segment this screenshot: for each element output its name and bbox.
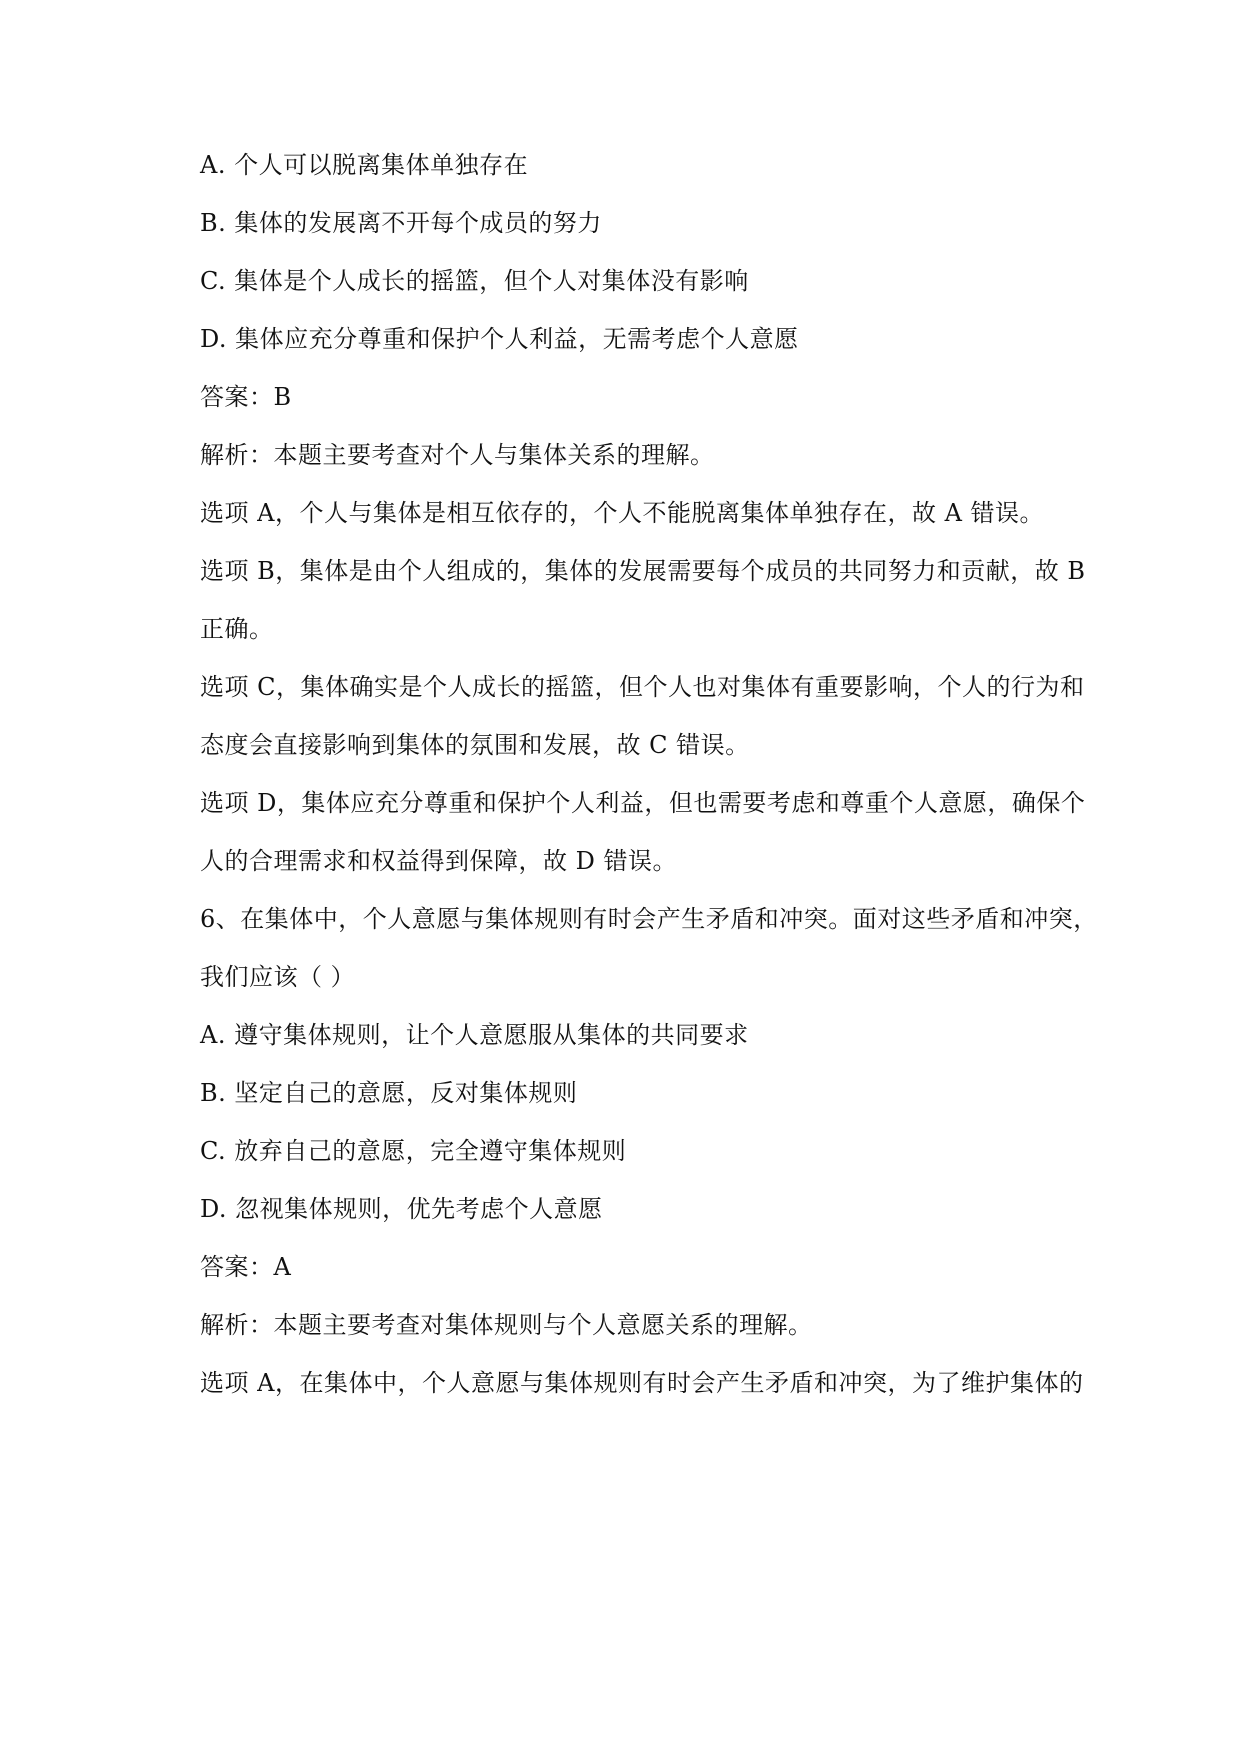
q5-analysis-option-a: 选项 A，个人与集体是相互依存的，个人不能脱离集体单独存在，故 A 错误。 (200, 499, 1045, 527)
q5-option-d: D. 集体应充分尊重和保护个人利益，无需考虑个人意愿 (200, 325, 799, 353)
q6-stem-line2: 我们应该（ ） (200, 963, 356, 991)
q5-option-b: B. 集体的发展离不开每个成员的努力 (200, 209, 602, 237)
q5-analysis-intro: 解析：本题主要考查对个人与集体关系的理解。 (200, 441, 715, 469)
q6-option-d: D. 忽视集体规则，优先考虑个人意愿 (200, 1195, 603, 1223)
q5-analysis-option-d-line1: 选项 D，集体应充分尊重和保护个人利益，但也需要考虑和尊重个人意愿，确保个 (200, 789, 1086, 817)
q5-analysis-option-b-line2: 正确。 (200, 615, 274, 643)
q5-analysis-option-c-line2: 态度会直接影响到集体的氛围和发展，故 C 错误。 (200, 731, 750, 759)
q5-answer: 答案：B (200, 383, 292, 411)
q5-option-c: C. 集体是个人成长的摇篮，但个人对集体没有影响 (200, 267, 749, 295)
q6-option-c: C. 放弃自己的意愿，完全遵守集体规则 (200, 1137, 627, 1165)
q6-analysis-intro: 解析：本题主要考查对集体规则与个人意愿关系的理解。 (200, 1311, 813, 1339)
q5-analysis-option-d-line2: 人的合理需求和权益得到保障，故 D 错误。 (200, 847, 677, 875)
q5-analysis-option-c-line1: 选项 C，集体确实是个人成长的摇篮，但个人也对集体有重要影响，个人的行为和 (200, 673, 1085, 701)
q6-answer: 答案：A (200, 1253, 292, 1281)
q6-analysis-option-a-line1: 选项 A，在集体中，个人意愿与集体规则有时会产生矛盾和冲突，为了维护集体的 (200, 1369, 1084, 1397)
q6-option-a: A. 遵守集体规则，让个人意愿服从集体的共同要求 (200, 1021, 749, 1049)
q5-option-a: A. 个人可以脱离集体单独存在 (200, 151, 529, 179)
q6-stem-line1: 6、在集体中，个人意愿与集体规则有时会产生矛盾和冲突。面对这些矛盾和冲突， (200, 905, 1098, 933)
q6-option-b: B. 坚定自己的意愿，反对集体规则 (200, 1079, 578, 1107)
q5-analysis-option-b-line1: 选项 B，集体是由个人组成的，集体的发展需要每个成员的共同努力和贡献，故 B (200, 557, 1086, 585)
